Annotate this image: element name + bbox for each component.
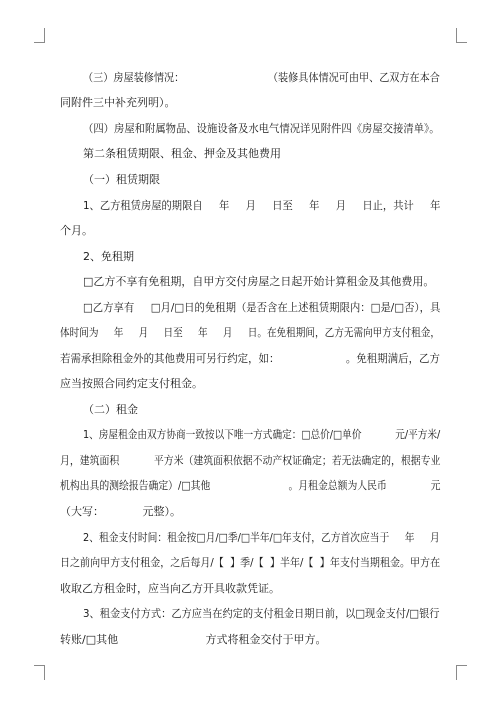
text-line: 机构出具的测绘报告确定）/□其他 。月租金总额为人民币 元 <box>60 479 441 492</box>
subsection-heading: 2、免租期 <box>83 250 134 263</box>
text-line: 月，建筑面积 平方米（建筑面积依据不动产权证确定；若无法确定的，根据专业 <box>60 454 441 467</box>
section-heading: 第二条租赁期限、租金、押金及其他费用 <box>83 147 281 160</box>
crop-mark-top-right <box>456 28 467 43</box>
text-line: （大写： 元整）。 <box>60 505 181 518</box>
subsection-heading: （二）租金 <box>83 403 138 416</box>
text-line: （四）房屋和附属物品、设施设备及水电气情况详见附件四《房屋交接清单》。 <box>83 122 440 135</box>
text-line: 日之前向甲方支付租金，之后每月/【 】季/【 】半年/【 】年支付当期租金。甲方在 <box>60 556 441 569</box>
text-line: □乙方不享有免租期，自甲方交付房屋之日起开始计算租金及其他费用。 <box>83 275 435 288</box>
text-line: 收取乙方租金时，应当向乙方开具收款凭证。 <box>60 582 280 595</box>
text-line: 1、房屋租金由双方协商一致按以下唯一方式确定：□总价/□单价 元/平方米/ <box>83 428 441 441</box>
text-line: 若需承担除租金外的其他费用可另行约定，如： 。免租期满后，乙方 <box>60 352 440 365</box>
text-line: 个月。 <box>60 224 93 237</box>
crop-mark-bottom-left <box>34 665 45 680</box>
text-line: 3、租金支付方式：乙方应当在约定的支付租金日期日前，以□现金支付/□银行 <box>83 607 440 620</box>
text-line: 2、租金支付时间：租金按□月/□季/□半年/□年支付，乙方首次应当于 年 月 <box>83 531 440 544</box>
text-line: （三）房屋装修情况： （装修具体情况可由甲、乙双方在本合 <box>83 71 440 84</box>
subsection-heading: （一）租赁期限 <box>83 173 160 186</box>
crop-mark-bottom-right <box>456 665 467 680</box>
text-line: 同附件三中补充列明）。 <box>60 96 176 109</box>
crop-mark-top-left <box>34 28 45 43</box>
text-line: 应当按照合同约定支付租金。 <box>60 377 203 390</box>
text-line: 体时间为 年 月 日至 年 月 日。在免租期间，乙方无需向甲方支付租金， <box>60 326 440 339</box>
text-line: 转账/□其他 方式将租金交付于甲方。 <box>60 633 327 646</box>
text-line: 1、乙方租赁房屋的期限自 年 月 日至 年 月 日止，共计 年 <box>83 199 441 212</box>
text-line: □乙方享有 □月/□日的免租期（是否含在上述租赁期限内：□是/□否），具 <box>83 301 441 314</box>
